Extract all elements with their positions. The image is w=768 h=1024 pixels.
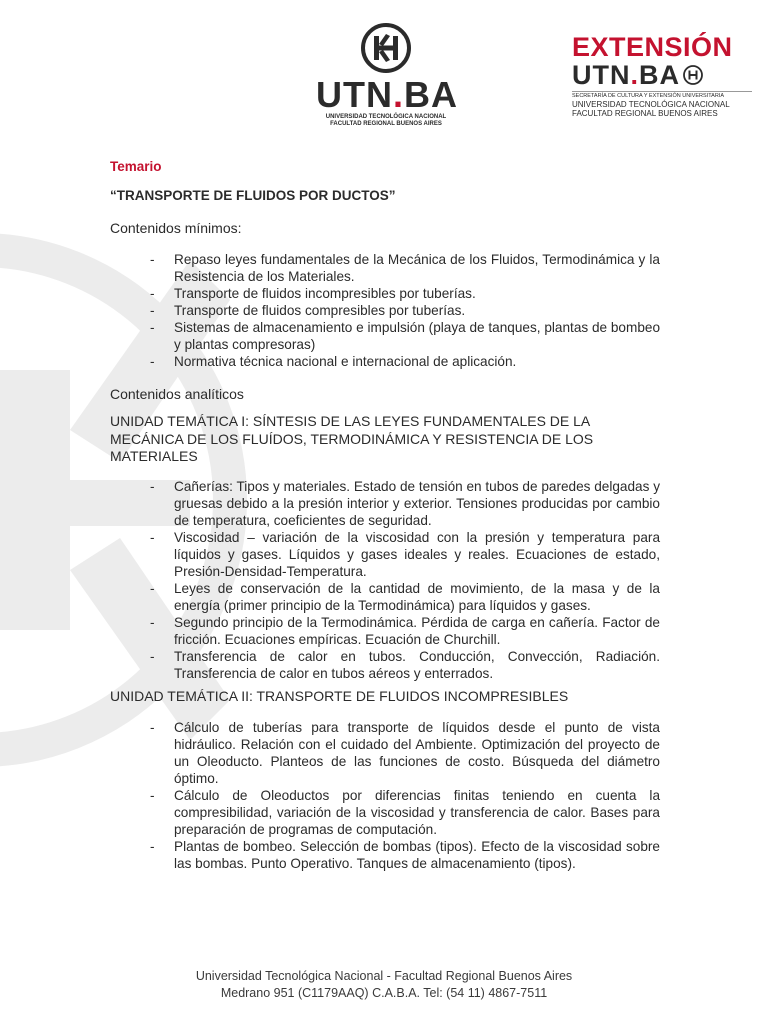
- footer-institution: Universidad Tecnológica Nacional - Facultad Regional Buenos Aires: [195, 969, 573, 983]
- list-item: - Leyes de conservación de la cantidad de movimiento, de la masa y de la energía (primer principio de la Termodinámica) para líquidos y gases.: [110, 580, 660, 614]
- utn-mini-emblem-icon: [683, 65, 703, 85]
- list-item: - Transporte de fluidos incompresibles por tuberías.: [110, 285, 660, 302]
- list-item: - Transferencia de calor en tubos. Conducción, Convección, Radiación. Transferencia de calor en tubos aéreos y enterrados.: [110, 648, 660, 682]
- temario-label: Temario: [110, 159, 162, 174]
- extension-logo: [572, 34, 752, 118]
- unit-1-list: [110, 478, 660, 682]
- ext-brand-suffix: BA: [639, 60, 681, 90]
- unit-2-title: UNIDAD TEMÁTICA II: TRANSPORTE DE FLUIDOS INCOMPRESIBLES: [110, 687, 569, 704]
- list-item: - Viscosidad – variación de la viscosidad con la presión y temperatura para líquidos y gases. Líquidos y gases ideales y reales. Ecuaciones de estado, Presión-Densidad-Temperatura.: [110, 529, 660, 580]
- list-item: - Normativa técnica nacional e internacional de aplicación.: [110, 353, 660, 370]
- extension-line-2: UNIVERSIDAD TECNOLÓGICA NACIONAL: [572, 100, 730, 109]
- unit-1-title: UNIDAD TEMÁTICA I: SÍNTESIS DE LAS LEYES FUNDAMENTALES DE LA MECÁNICA DE LOS FLUÍDOS, TERMODINÁMICA Y RESISTENCIA DE LOS MATERIALES: [110, 413, 594, 464]
- ext-brand-prefix: UTN: [572, 60, 631, 90]
- course-title: “TRANSPORTE DE FLUIDOS POR DUCTOS”: [110, 188, 396, 203]
- extension-brand: [572, 61, 752, 89]
- utn-emblem-icon: [360, 22, 412, 74]
- brand-subtitle-1: UNIVERSIDAD TECNOLÓGICA NACIONAL: [325, 114, 447, 120]
- unit-2-list: [110, 719, 660, 872]
- list-item: - Plantas de bombeo. Selección de bombas (tipos). Efecto de la viscosidad sobre las bombas. Punto Operativo. Tanques de almacenamiento (tipos).: [110, 838, 660, 872]
- list-item: - Sistemas de almacenamiento e impulsión (playa de tanques, plantas de bombeo y plantas compresoras): [110, 319, 660, 353]
- page-header: [0, 22, 768, 132]
- brand-dot: .: [393, 74, 405, 115]
- min-contents-list: [110, 251, 660, 370]
- extension-line-1: SECRETARÍA DE CULTURA Y EXTENSIÓN UNIVERSITARIA: [572, 91, 752, 100]
- list-item: - Segundo principio de la Termodinámica. Pérdida de carga en cañería. Factor de fricción. Ecuaciones empíricas. Ecuación de Churchill.: [110, 614, 660, 648]
- list-item: - Repaso leyes fundamentales de la Mecánica de los Fluidos, Termodinámica y la Resistencia de los Materiales.: [110, 251, 660, 285]
- extension-line-3: FACULTAD REGIONAL BUENOS AIRES: [572, 109, 718, 118]
- brand-subtitle-2: FACULTAD REGIONAL BUENOS AIRES: [330, 121, 442, 127]
- brand-wordmark: [316, 74, 459, 115]
- list-item: - Cálculo de tuberías para transporte de líquidos desde el punto de vista hidráulico. Relación con el cuidado del Ambiente. Optimización del proyecto de un Oleoducto. Planteos de las funciones de costo. Búsqueda del diámetro óptimo.: [110, 719, 660, 787]
- min-contents-heading: Contenidos mínimos:: [110, 220, 242, 236]
- page-footer: [0, 968, 768, 1002]
- utn-ba-logo: [316, 22, 459, 128]
- brand-prefix: UTN: [316, 74, 393, 115]
- list-item: - Cañerías: Tipos y materiales. Estado de tensión en tubos de paredes delgadas y gruesas debido a la presión interior y exterior. Tensiones producidas por cambio de temperatura, coeficientes de seguridad.: [110, 478, 660, 529]
- footer-address: Medrano 951 (C1179AAQ) C.A.B.A. Tel: (54 11) 4867-7511: [220, 986, 548, 1000]
- document-body: [110, 158, 660, 872]
- analytic-contents-heading: Contenidos analíticos: [110, 386, 244, 402]
- list-item: - Cálculo de Oleoductos por diferencias finitas teniendo en cuenta la compresibilidad, variación de la viscosidad y transferencia de calor. Bases para preparación de programas de computación.: [110, 787, 660, 838]
- ext-brand-dot: .: [630, 60, 640, 90]
- brand-suffix: BA: [404, 74, 459, 115]
- extension-title: EXTENSIÓN: [572, 32, 733, 62]
- list-item: - Transporte de fluidos compresibles por tuberías.: [110, 302, 660, 319]
